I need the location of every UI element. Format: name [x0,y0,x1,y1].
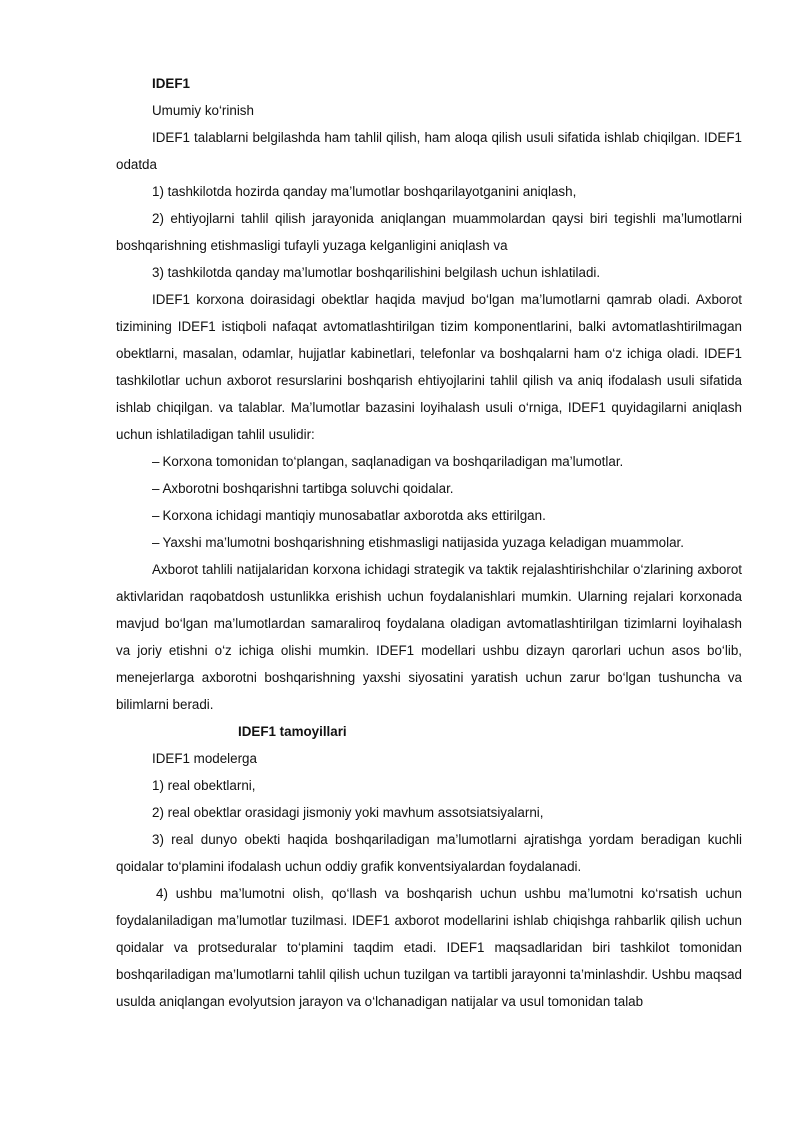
list-item: 2) ehtiyojlarni tahlil qilish jarayonida aniqlangan muammolardan qaysi biri tegishli ma’lumotlarni boshqarishning etishmasligi tufayli yuzaga kelganligini aniqlash va [116,211,742,253]
section-heading: IDEF1 tamoyillari [238,724,347,739]
dash-item-text: Axborotni boshqarishni tartibga soluvchi qoidalar. [162,481,454,496]
dash-item-text: Yaxshi ma’lumotni boshqarishning etishmasligi natijasida yuzaga keladigan muammolar. [162,535,684,550]
body-paragraph: Axborot tahlili natijalaridan korxona ichidagi strategik va taktik rejalashtirishchilar o‘zlarining axborot aktivlaridan raqobatdosh ustunlikka erishish uchun foydalanishlari mumkin. Ularning rejalari korxonada mavjud bo‘lgan ma’lumotlardan samaraliroq foydalana oladigan avtomatlashtirilgan tizimlarni loyihalash va joriy etishni o‘z ichiga olishi mumkin. IDEF1 modellari ushbu dizayn qarorlari uchun asos bo‘lib, menejerlarga axborotni boshqarishning yaxshi siyosatini yaratish uchun zarur bo‘lgan tushuncha va bilimlarni beradi. [116,562,742,712]
dash-item-text: Korxona tomonidan to‘plangan, saqlanadigan va boshqariladigan ma’lumotlar. [162,454,624,469]
dash-list-item: – Axborotni boshqarishni tartibga soluvchi qoidalar. [152,481,454,496]
list-item: 3) real dunyo obekti haqida boshqariladigan ma’lumotlarni ajratishga yordam beradigan kuchli qoidalar to‘plamini ifodalash uchun oddiy grafik konventsiyalardan foydalanadi. [116,832,742,874]
document-body [116,70,742,1015]
dash-list-item: – Korxona tomonidan to‘plangan, saqlanadigan va boshqariladigan ma’lumotlar. [152,454,624,469]
dash-item-text: Korxona ichidagi mantiqiy munosabatlar axborotda aks ettirilgan. [162,508,546,523]
body-paragraph: IDEF1 korxona doirasidagi obektlar haqida mavjud bo‘lgan ma’lumotlarni qamrab oladi. Axborot tizimining IDEF1 istiqboli nafaqat avtomatlashtirilgan tizim komponentlarini, balki avtomatlashtirilmagan obektlarni, masalan, odamlar, hujjatlar kabinetlari, telefonlar va boshqalarni ham o‘z ichiga oladi. IDEF1 tashkilotlar uchun axborot resurslarini boshqarish ehtiyojlarini tahlil qilish va aniq ifodalash usuli sifatida ishlab chiqilgan. va talablar. Ma’lumotlar bazasini loyihalash usuli o‘rniga, IDEF1 quyidagilarni aniqlash uchun ishlatiladigan tahlil usulidir: [116,292,742,442]
dash-list-item: – Yaxshi ma’lumotni boshqarishning etishmasligi natijasida yuzaga keladigan muammolar. [152,535,684,550]
body-line: IDEF1 modelerga [152,751,257,766]
list-item: 2) real obektlar orasidagi jismoniy yoki mavhum assotsiatsiyalarni, [152,805,544,820]
doc-subtitle: Umumiy ko‘rinish [152,103,254,118]
body-paragraph: 4) ushbu ma’lumotni olish, qo‘llash va boshqarish uchun ushbu ma’lumotni ko‘rsatish uchun foydalaniladigan ma’lumotlar tuzilmasi. IDEF1 axborot modellarini ishlab chiqishga rahbarlik qilish uchun qoidalar va protseduralar to‘plamini taqdim etadi. IDEF1 maqsadlaridan biri tashkilot tomonidan boshqariladigan ma’lumotlarni tahlil qilish uchun tuzilgan va tartibli jarayonni ta’minlashdir. Ushbu maqsad usulda aniqlangan evolyutsion jarayon va o‘lchanadigan natijalar va usul tomonidan talab [116,886,742,1009]
list-item: 1) real obektlarni, [152,778,256,793]
list-item: 3) tashkilotda qanday ma’lumotlar boshqarilishini belgilash uchun ishlatiladi. [152,265,601,280]
list-item: 1) tashkilotda hozirda qanday ma’lumotlar boshqarilayotganini aniqlash, [152,184,577,199]
dash-list-item: – Korxona ichidagi mantiqiy munosabatlar axborotda aks ettirilgan. [152,508,546,523]
doc-title: IDEF1 [152,76,190,91]
intro-paragraph: IDEF1 talablarni belgilashda ham tahlil qilish, ham aloqa qilish usuli sifatida ishlab chiqilgan. IDEF1 odatda [116,130,742,172]
